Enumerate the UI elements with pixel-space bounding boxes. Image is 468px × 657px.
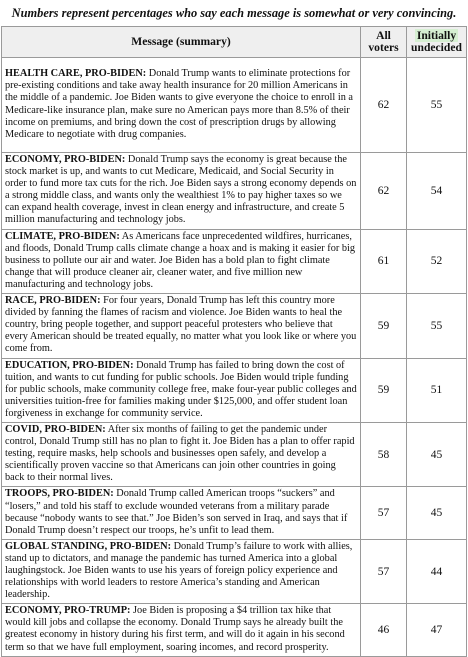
message-text: For four years, Donald Trump has left this country more divided by fanning the flames of racism and violence. Joe Biden wants to heal the country, bring people together, and support peaceful protesters who believe that every American should be treated equally, no matter what you look like or where you come from. [5, 295, 357, 355]
message-cell [2, 58, 361, 153]
header-initially-undecided [407, 27, 467, 58]
message-tag: HEALTH CARE, PRO-BIDEN: [5, 68, 147, 80]
header-message [2, 27, 361, 58]
message-tag: EDUCATION, PRO-BIDEN: [5, 359, 134, 371]
message-cell [2, 487, 361, 539]
all-voters-value: 57 [361, 487, 407, 539]
message-cell [2, 153, 361, 230]
message-cell [2, 539, 361, 603]
message-tag: ECONOMY, PRO-BIDEN: [5, 154, 126, 165]
header-all-voters-label: All voters [368, 29, 399, 54]
undecided-value: 47 [407, 604, 467, 656]
message-text: Donald Trump’s failure to work with allies, stand up to dictators, and manage the pandemic has turned America into a global laughingstock. Joe Biden wants to use his years of foreign policy experience and relationships with world leaders to restore America’s standing and American leadership. [5, 540, 353, 601]
message-text: Donald Trump says the economy is great because the stock market is up, and wants to cut Medicare, Medicaid, and Social Security in order to fund more tax cuts for the rich. Joe Biden says a strong economy depends on a strong middle class, and wants only the wealthiest 1% to pay higher taxes so we can expand health coverage, invest in clean energy and infrastructure, and create 5 million manufacturing and technology jobs. [5, 154, 357, 226]
message-tag: ECONOMY, PRO-TRUMP: [5, 605, 131, 617]
table-row [2, 153, 467, 230]
message-cell [2, 229, 361, 293]
message-text: Donald Trump wants to eliminate protections for pre-existing conditions and take away health insurance for 20 million Americans in the middle of a pandemic. Joe Biden wants to give everyone the choice to enroll in a Medicare-like insurance plan, make sure no American pays more than 8.5% of their income on premiums, and bring down the cost of prescription drugs by allowing Medicare to negotiate with drug companies. [5, 68, 353, 140]
message-tag: RACE, PRO-BIDEN: [5, 295, 101, 307]
table-row [2, 294, 467, 358]
table-caption: Numbers represent percentages who say each message is somewhat or very convincing. [11, 6, 457, 20]
message-cell [2, 358, 361, 422]
message-tag: GLOBAL STANDING, PRO-BIDEN: [5, 540, 172, 552]
header-undecided-line2: undecided [411, 41, 462, 54]
table-row [2, 58, 467, 153]
message-cell [2, 604, 361, 656]
message-tag: TROOPS, PRO-BIDEN: [5, 488, 114, 500]
message-tag: COVID, PRO-BIDEN: [5, 423, 106, 435]
table-row [2, 487, 467, 539]
header-message-label: Message (summary) [131, 35, 231, 48]
message-text: After six months of failing to get the pandemic under control, Donald Trump still has no plan to fight it. Joe Biden has a plan to offer rapid testing, require masks, help schools and businesses open safely, and develop a scientifically proven vaccine so that Americans can join other countries in going back to their normal lives. [5, 423, 355, 484]
table-row [2, 229, 467, 293]
table-row [2, 358, 467, 422]
message-text: Donald Trump called American troops “suckers” and “losers,” and told his staff to exclude wounded veterans from a military parade because “nobody wants to see that.” Joe Biden’s son served in Iraq, and says that if Donald Trump doesn’t respect our troops, he’s unfit to lead them. [5, 488, 348, 536]
messages-table [1, 26, 467, 657]
undecided-value: 44 [407, 539, 467, 603]
undecided-value: 55 [407, 294, 467, 358]
table-body [2, 58, 467, 657]
all-voters-value: 59 [361, 358, 407, 422]
table-row [2, 422, 467, 486]
all-voters-value: 62 [361, 58, 407, 153]
undecided-value: 55 [407, 58, 467, 153]
header-undecided-line1: Initially [416, 29, 457, 42]
all-voters-value: 46 [361, 604, 407, 656]
undecided-value: 45 [407, 487, 467, 539]
all-voters-value: 61 [361, 229, 407, 293]
header-row [2, 27, 467, 58]
all-voters-value: 57 [361, 539, 407, 603]
message-text: As Americans face unprecedented wildfires, hurricanes, and floods, Donald Trump calls climate change a hoax and is making it easier for big business to pollute our air and water. Joe Biden has a bold plan to fight climate change that will produce cleaner air, cleaner water, and five million new manufacturing and technology jobs. [5, 230, 356, 290]
table-row [2, 539, 467, 603]
all-voters-value: 59 [361, 294, 407, 358]
undecided-value: 54 [407, 153, 467, 230]
undecided-value: 52 [407, 229, 467, 293]
message-cell [2, 422, 361, 486]
all-voters-value: 58 [361, 422, 407, 486]
message-text: Donald Trump has failed to bring down the cost of tuition, and wants to cut funding for public schools. Joe Biden would triple funding for public schools, make community college free, make four-year public colleges and universities tuition-free for families making under $125,000, and offer student loan forgiveness in exchange for community service. [5, 359, 357, 419]
message-cell [2, 294, 361, 358]
table-row [2, 604, 467, 656]
message-text: Joe Biden is proposing a $4 trillion tax hike that would kill jobs and collapse the economy. Donald Trump says he already built the greatest economy in history during his first term, and will do it again in his second term so that we have full employment, soaring incomes, and record prosperity. [5, 605, 345, 653]
all-voters-value: 62 [361, 153, 407, 230]
message-tag: CLIMATE, PRO-BIDEN: [5, 230, 120, 242]
undecided-value: 45 [407, 422, 467, 486]
header-all-voters [361, 27, 407, 58]
undecided-value: 51 [407, 358, 467, 422]
